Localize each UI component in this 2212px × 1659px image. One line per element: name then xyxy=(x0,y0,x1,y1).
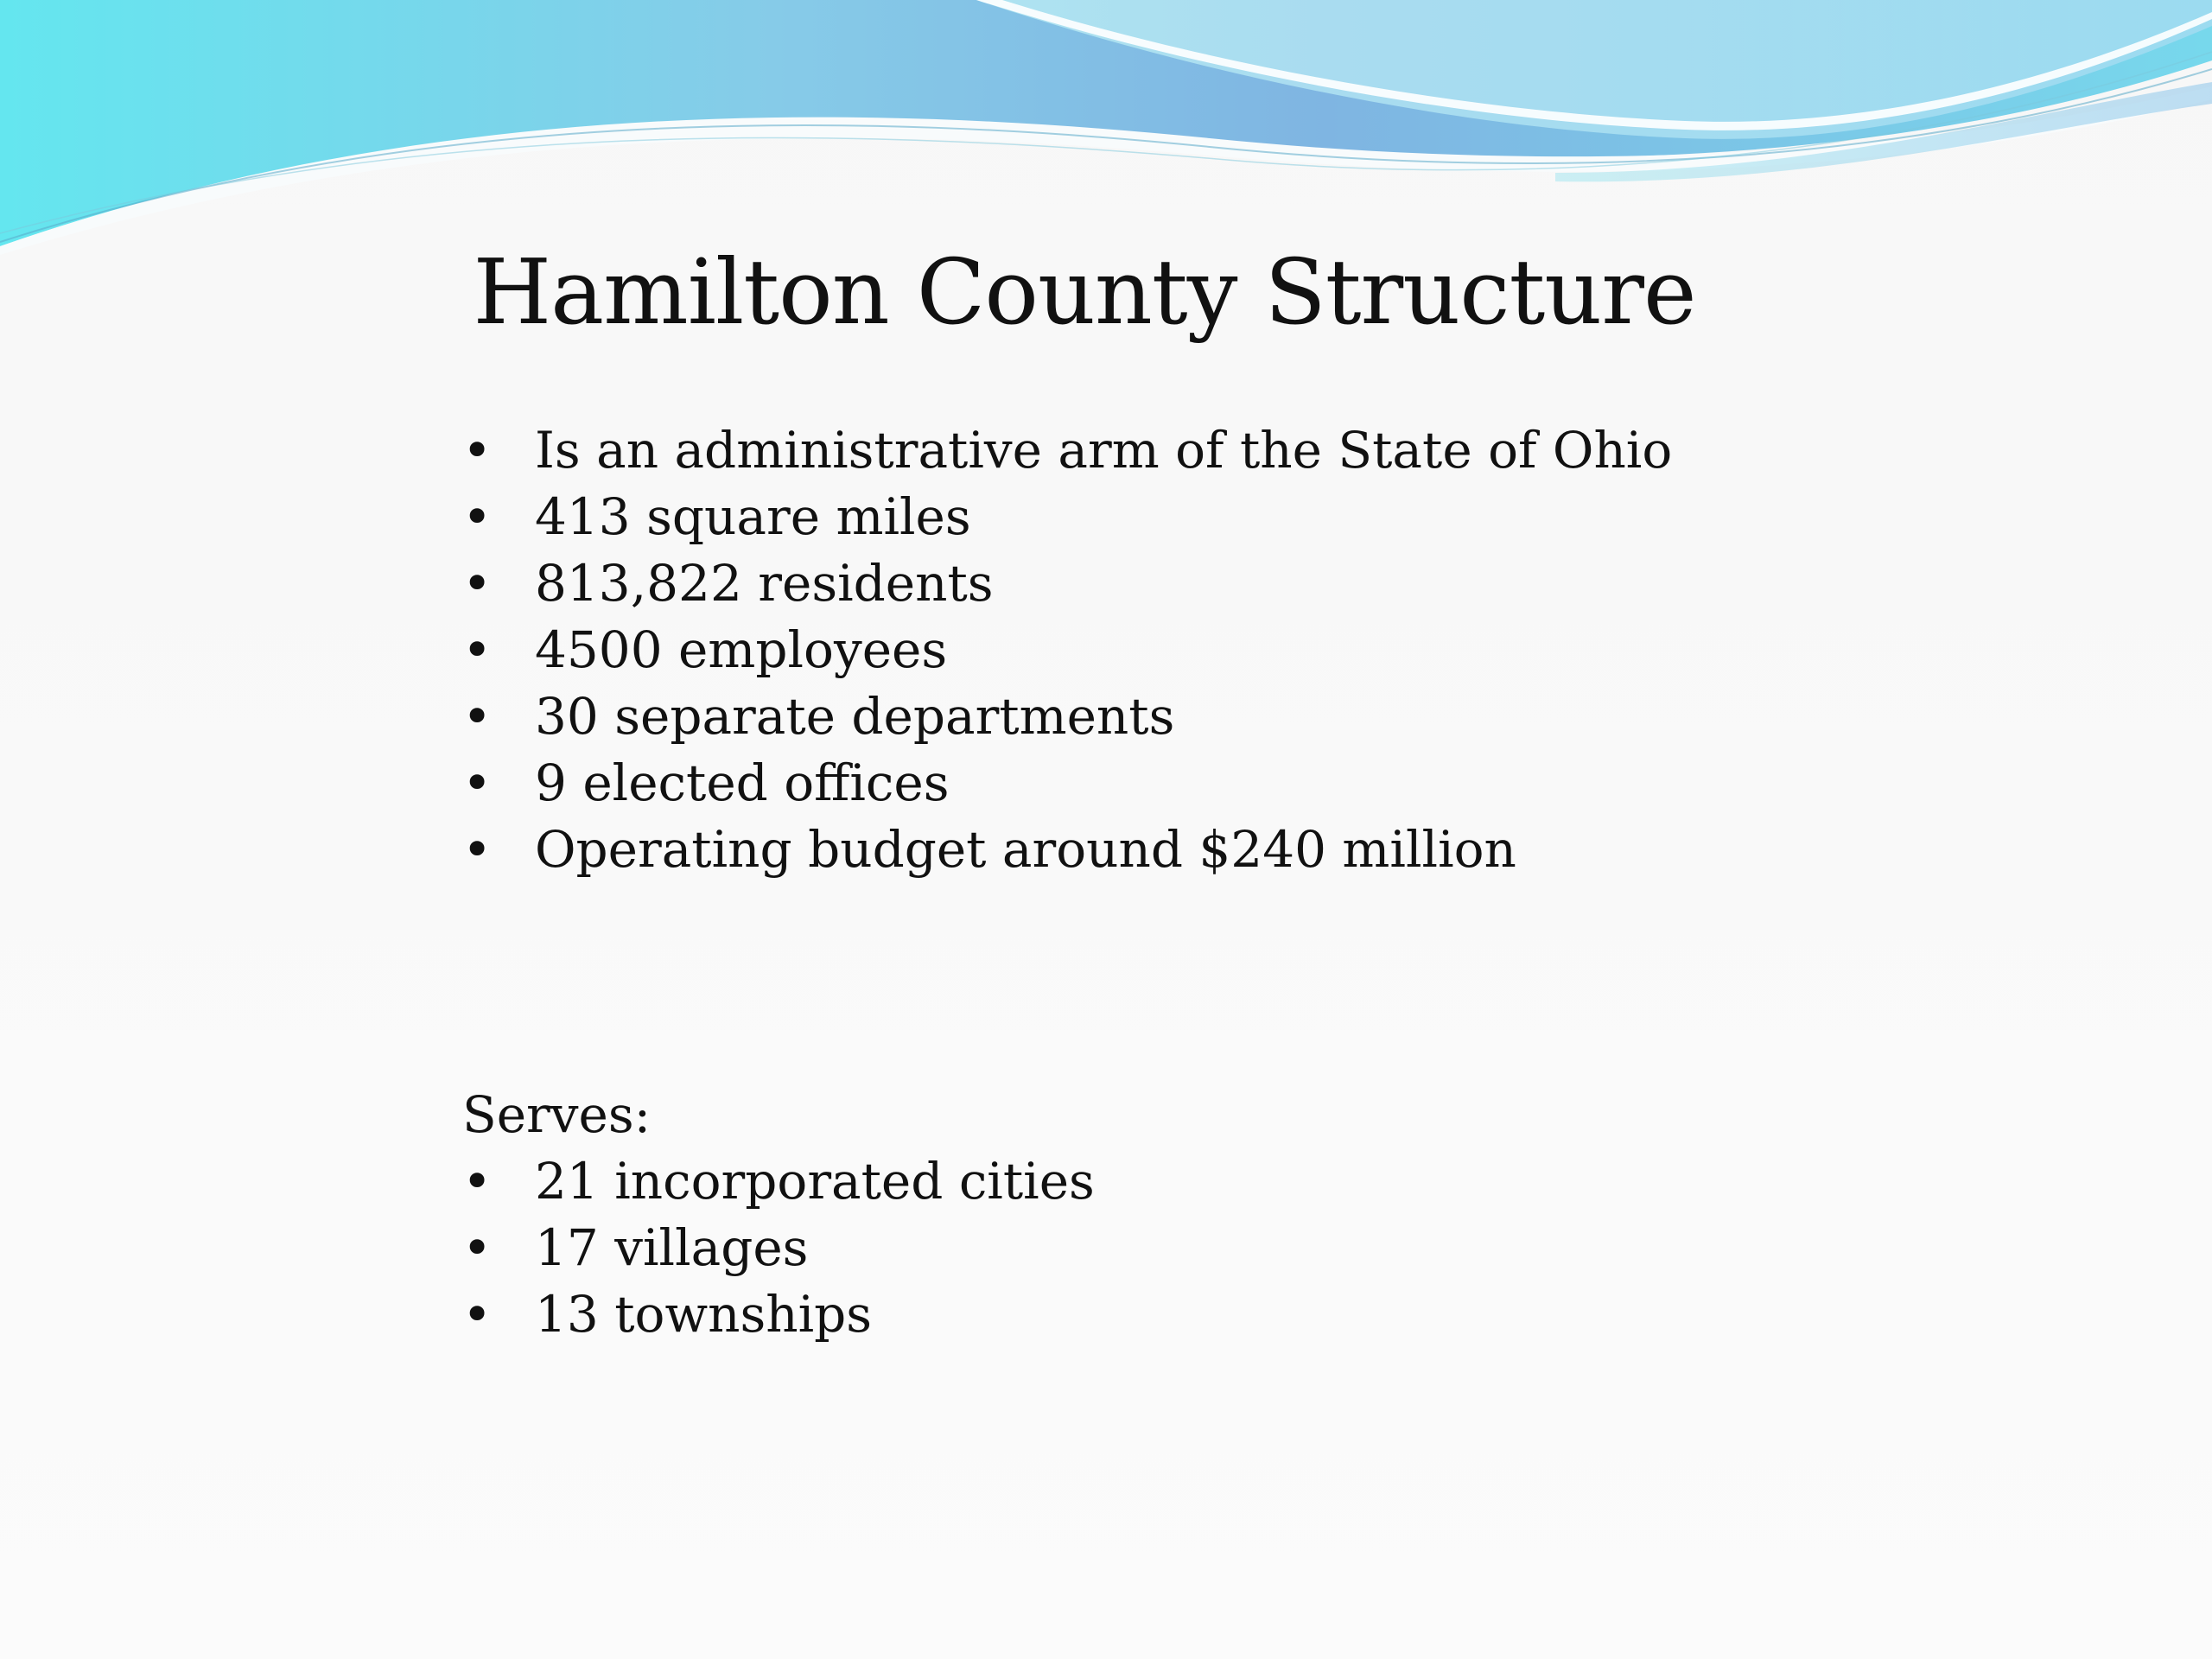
list-item-text: 413 square miles xyxy=(535,487,971,546)
list-item xyxy=(462,1148,1095,1215)
slide-title: Hamilton County Structure xyxy=(473,239,1696,345)
list-item xyxy=(462,550,1672,617)
bullet-icon: • xyxy=(462,1285,493,1344)
list-item xyxy=(462,750,1672,817)
list-item-text: Operating budget around $240 million xyxy=(535,820,1516,879)
list-item-text: 4500 employees xyxy=(535,620,948,679)
list-item-text: 17 villages xyxy=(535,1218,809,1277)
list-item xyxy=(462,484,1672,550)
list-item xyxy=(462,1281,1095,1348)
list-item-text: 13 townships xyxy=(535,1285,873,1344)
list-item-text: 813,822 residents xyxy=(535,554,994,613)
list-item xyxy=(462,1215,1095,1281)
bullet-icon: • xyxy=(462,421,493,480)
list-item xyxy=(462,617,1672,683)
list-item-text: 21 incorporated cities xyxy=(535,1152,1095,1211)
list-item xyxy=(462,817,1672,883)
serves-list xyxy=(462,1148,1095,1348)
list-item xyxy=(462,417,1672,484)
bullet-icon: • xyxy=(462,487,493,546)
bullet-icon: • xyxy=(462,820,493,879)
bullet-icon: • xyxy=(462,753,493,812)
bullet-icon: • xyxy=(462,554,493,613)
list-item-text: Is an administrative arm of the State of Ohio xyxy=(535,421,1673,480)
serves-heading: Serves: xyxy=(462,1085,652,1144)
bullet-icon: • xyxy=(462,687,493,746)
bullet-icon: • xyxy=(462,1218,493,1277)
list-item-text: 30 separate departments xyxy=(535,687,1175,746)
bullet-icon: • xyxy=(462,1152,493,1211)
bullet-icon: • xyxy=(462,620,493,679)
list-item-text: 9 elected offices xyxy=(535,753,950,812)
facts-list xyxy=(462,417,1672,883)
header-wave-decoration xyxy=(0,0,2212,259)
list-item xyxy=(462,683,1672,750)
